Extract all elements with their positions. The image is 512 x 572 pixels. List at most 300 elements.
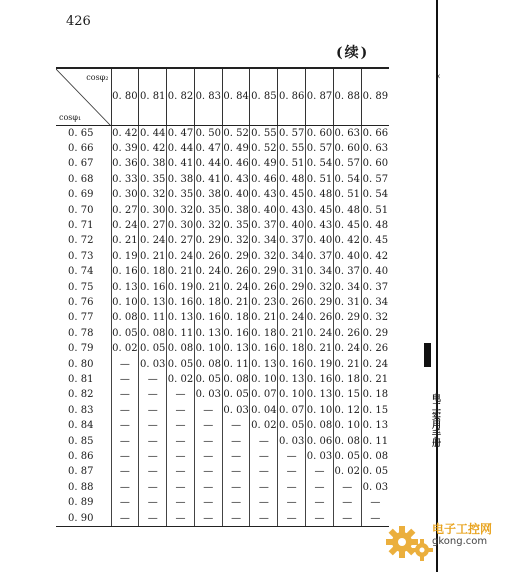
- table-cell: 0. 32: [250, 249, 278, 264]
- table-cell: 0. 49: [250, 156, 278, 171]
- table-row: [56, 449, 389, 464]
- table-cell: 0. 54: [333, 172, 361, 187]
- table-cell: —: [250, 480, 278, 495]
- table-cell: 0. 02: [111, 341, 139, 356]
- table-cell: —: [194, 403, 222, 418]
- table-cell: —: [222, 434, 250, 449]
- corner-label-cos-phi2: cosφ₂: [86, 73, 109, 82]
- table-cell: —: [139, 464, 167, 479]
- table-cell: 0. 16: [194, 310, 222, 325]
- table-cell: 0. 52: [222, 125, 250, 141]
- row-label: 0. 76: [68, 296, 94, 308]
- table-cell: 0. 42: [361, 249, 389, 264]
- table-cell: 0. 34: [306, 264, 334, 279]
- column-header: 0. 81: [139, 68, 167, 125]
- table-cell: 0. 34: [278, 249, 306, 264]
- table-cell: 0. 63: [333, 125, 361, 141]
- table-cell: 0. 43: [278, 203, 306, 218]
- table-cell: 0. 16: [111, 264, 139, 279]
- table-cell: 0. 15: [333, 387, 361, 402]
- table-corner-cell: [56, 68, 111, 125]
- table-cell: 0. 60: [361, 156, 389, 171]
- table-cell: —: [222, 511, 250, 526]
- table-cell: 0. 40: [306, 233, 334, 248]
- table-cell: 0. 08: [306, 418, 334, 433]
- power-factor-table: [56, 67, 389, 527]
- table-cell: 0. 57: [361, 172, 389, 187]
- table-cell: —: [306, 480, 334, 495]
- table-bottom-rule: [56, 526, 389, 527]
- row-label: 0. 85: [68, 435, 94, 447]
- table-row: [56, 203, 389, 218]
- table-row: [56, 233, 389, 248]
- table-cell: 0. 37: [278, 233, 306, 248]
- table-cell: —: [194, 480, 222, 495]
- table-cell: 0. 52: [250, 141, 278, 156]
- table-row: [56, 280, 389, 295]
- table-cell: 0. 19: [306, 357, 334, 372]
- table-cell: 0. 13: [278, 372, 306, 387]
- table-cell: 0. 18: [194, 295, 222, 310]
- table-cell: 0. 26: [278, 295, 306, 310]
- row-label: 0. 88: [68, 481, 94, 493]
- table-cell: —: [306, 511, 334, 526]
- table-cell: 0. 45: [306, 203, 334, 218]
- table-cell: 0. 35: [167, 187, 195, 202]
- table-cell: 0. 48: [278, 172, 306, 187]
- table-cell: 0. 21: [111, 233, 139, 248]
- table-cell: 0. 13: [167, 310, 195, 325]
- table-cell: 0. 45: [278, 187, 306, 202]
- margin-mark: ‹: [437, 72, 441, 82]
- column-header: 0. 84: [222, 68, 250, 125]
- table-cell: 0. 40: [361, 264, 389, 279]
- column-header: 0. 87: [306, 68, 334, 125]
- table-cell: —: [139, 495, 167, 510]
- table-cell: 0. 30: [139, 203, 167, 218]
- table-cell: 0. 10: [194, 341, 222, 356]
- table-cell: 0. 32: [306, 280, 334, 295]
- row-label: 0. 69: [68, 189, 94, 201]
- watermark-url: gkong.com: [432, 536, 488, 547]
- table-cell: 0. 16: [167, 295, 195, 310]
- table-cell: 0. 54: [361, 187, 389, 202]
- table-cell: 0. 31: [333, 295, 361, 310]
- column-header: 0. 80: [111, 68, 139, 125]
- table-row: [56, 372, 389, 387]
- row-label: 0. 80: [68, 358, 94, 370]
- table-cell: —: [278, 511, 306, 526]
- table-cell: —: [333, 480, 361, 495]
- table-row: [56, 418, 389, 433]
- table-cell: —: [167, 434, 195, 449]
- continued-label: (续): [336, 45, 370, 61]
- column-header: 0. 86: [278, 68, 306, 125]
- table-row: [56, 264, 389, 279]
- table-cell: 0. 03: [139, 357, 167, 372]
- table-cell: 0. 07: [250, 387, 278, 402]
- row-label: 0. 70: [68, 204, 94, 216]
- table-cell: 0. 16: [306, 372, 334, 387]
- table-cell: 0. 42: [111, 125, 139, 141]
- table-cell: 0. 10: [333, 418, 361, 433]
- table-cell: 0. 18: [222, 310, 250, 325]
- table-cell: —: [194, 449, 222, 464]
- table-cell: 0. 47: [194, 141, 222, 156]
- table-cell: 0. 24: [222, 280, 250, 295]
- table-cell: —: [278, 464, 306, 479]
- table-cell: 0. 60: [333, 141, 361, 156]
- table-cell: 0. 43: [306, 218, 334, 233]
- table-cell: 0. 18: [250, 326, 278, 341]
- table-cell: 0. 15: [361, 403, 389, 418]
- table-cell: —: [194, 434, 222, 449]
- table-cell: 0. 27: [111, 203, 139, 218]
- table-cell: —: [111, 480, 139, 495]
- table-cell: —: [139, 449, 167, 464]
- table-cell: 0. 08: [111, 310, 139, 325]
- table-cell: 0. 10: [306, 403, 334, 418]
- table-cell: 0. 19: [167, 280, 195, 295]
- table-cell: 0. 13: [139, 295, 167, 310]
- table-row: [56, 403, 389, 418]
- table-cell: 0. 24: [194, 264, 222, 279]
- table-cell: 0. 57: [278, 125, 306, 141]
- table-cell: 0. 46: [250, 172, 278, 187]
- table-cell: —: [306, 495, 334, 510]
- table-cell: —: [250, 495, 278, 510]
- table-cell: 0. 03: [306, 449, 334, 464]
- table-cell: —: [333, 495, 361, 510]
- table-cell: 0. 33: [111, 172, 139, 187]
- table-cell: 0. 26: [306, 310, 334, 325]
- table-cell: —: [111, 495, 139, 510]
- table-row: [56, 434, 389, 449]
- table-cell: —: [111, 464, 139, 479]
- table-cell: 0. 43: [250, 187, 278, 202]
- table-cell: 0. 37: [250, 218, 278, 233]
- table-cell: 0. 41: [167, 156, 195, 171]
- table-cell: 0. 05: [194, 372, 222, 387]
- table-row: [56, 249, 389, 264]
- table-cell: —: [111, 403, 139, 418]
- table-cell: 0. 08: [167, 341, 195, 356]
- column-header: 0. 82: [167, 68, 195, 125]
- table-cell: 0. 05: [167, 357, 195, 372]
- table-cell: 0. 60: [306, 125, 334, 141]
- table-cell: 0. 44: [139, 125, 167, 141]
- table-cell: 0. 51: [333, 187, 361, 202]
- table-cell: —: [167, 495, 195, 510]
- table-cell: 0. 29: [306, 295, 334, 310]
- table-cell: 0. 57: [333, 156, 361, 171]
- table-cell: —: [222, 480, 250, 495]
- table-row: [56, 141, 389, 156]
- table-cell: 0. 37: [361, 280, 389, 295]
- row-label: 0. 75: [68, 281, 94, 293]
- table-cell: 0. 38: [222, 203, 250, 218]
- table-cell: 0. 45: [361, 233, 389, 248]
- watermark-text: 电子工控网: [432, 522, 493, 536]
- table-cell: —: [139, 480, 167, 495]
- row-label: 0. 86: [68, 451, 94, 463]
- table-cell: 0. 18: [278, 341, 306, 356]
- table-row: [56, 480, 389, 495]
- table-cell: 0. 42: [139, 141, 167, 156]
- table-cell: 0. 31: [278, 264, 306, 279]
- table-cell: 0. 38: [167, 172, 195, 187]
- table-cell: 0. 05: [222, 387, 250, 402]
- table-row: [56, 295, 389, 310]
- table-cell: —: [278, 495, 306, 510]
- table-cell: 0. 24: [139, 233, 167, 248]
- table-cell: 0. 54: [306, 156, 334, 171]
- table-cell: 0. 16: [222, 326, 250, 341]
- column-header: 0. 83: [194, 68, 222, 125]
- table-row: [56, 187, 389, 202]
- table-cell: —: [139, 434, 167, 449]
- table-cell: 0. 35: [139, 172, 167, 187]
- table-cell: 0. 11: [139, 310, 167, 325]
- table-cell: —: [111, 449, 139, 464]
- table-cell: 0. 03: [361, 480, 389, 495]
- table-cell: 0. 05: [111, 326, 139, 341]
- table-cell: 0. 08: [222, 372, 250, 387]
- table-cell: 0. 21: [250, 310, 278, 325]
- row-label: 0. 74: [68, 266, 94, 278]
- table-cell: 0. 26: [361, 341, 389, 356]
- table-cell: —: [111, 357, 139, 372]
- table-cell: —: [222, 464, 250, 479]
- table-row: [56, 125, 389, 141]
- table-row: [56, 156, 389, 171]
- table-cell: 0. 10: [250, 372, 278, 387]
- table-cell: 0. 29: [194, 233, 222, 248]
- table-cell: 0. 42: [333, 233, 361, 248]
- table-row: [56, 464, 389, 479]
- table-cell: 0. 40: [250, 203, 278, 218]
- table-cell: —: [139, 511, 167, 526]
- table-cell: 0. 13: [306, 387, 334, 402]
- table-cell: 0. 29: [361, 326, 389, 341]
- table-cell: 0. 21: [278, 326, 306, 341]
- table-cell: 0. 13: [250, 357, 278, 372]
- table-cell: 0. 32: [139, 187, 167, 202]
- table-cell: 0. 18: [361, 387, 389, 402]
- table-row: [56, 511, 389, 526]
- table-cell: 0. 11: [222, 357, 250, 372]
- table-cell: 0. 27: [167, 233, 195, 248]
- column-header: 0. 89: [361, 68, 389, 125]
- table-cell: 0. 29: [333, 310, 361, 325]
- table-cell: —: [333, 511, 361, 526]
- table-body: [56, 125, 389, 526]
- table-cell: 0. 32: [361, 310, 389, 325]
- table-cell: 0. 21: [222, 295, 250, 310]
- table-cell: 0. 48: [306, 187, 334, 202]
- table-cell: 0. 36: [111, 156, 139, 171]
- table-cell: 0. 51: [361, 203, 389, 218]
- table-cell: —: [111, 418, 139, 433]
- table-cell: 0. 21: [139, 249, 167, 264]
- table-cell: 0. 07: [278, 403, 306, 418]
- table-cell: 0. 29: [250, 264, 278, 279]
- table-cell: 0. 18: [333, 372, 361, 387]
- table-cell: 0. 40: [222, 187, 250, 202]
- table-cell: 0. 04: [250, 403, 278, 418]
- table-cell: —: [139, 372, 167, 387]
- table-cell: —: [361, 495, 389, 510]
- table-cell: —: [222, 449, 250, 464]
- table-cell: 0. 39: [111, 141, 139, 156]
- table-cell: 0. 44: [194, 156, 222, 171]
- table-cell: 0. 18: [139, 264, 167, 279]
- table-cell: 0. 02: [250, 418, 278, 433]
- table-cell: —: [111, 434, 139, 449]
- table-cell: —: [139, 418, 167, 433]
- table-cell: 0. 29: [222, 249, 250, 264]
- table-cell: 0. 32: [194, 218, 222, 233]
- table-cell: —: [222, 495, 250, 510]
- table-cell: —: [111, 372, 139, 387]
- table-cell: 0. 48: [333, 203, 361, 218]
- table-header-row: [56, 68, 389, 125]
- table-cell: —: [222, 418, 250, 433]
- table-row: [56, 310, 389, 325]
- table-cell: —: [167, 464, 195, 479]
- table-cell: 0. 38: [194, 187, 222, 202]
- table-cell: —: [250, 434, 278, 449]
- table-cell: 0. 19: [111, 249, 139, 264]
- row-label: 0. 67: [68, 158, 94, 170]
- page-margin-line: [436, 0, 438, 572]
- table-cell: 0. 10: [278, 387, 306, 402]
- page-number: 426: [66, 14, 91, 29]
- table-cell: —: [306, 464, 334, 479]
- table-row: [56, 387, 389, 402]
- table-cell: 0. 40: [333, 249, 361, 264]
- table-cell: —: [194, 511, 222, 526]
- table-cell: 0. 63: [361, 141, 389, 156]
- table-cell: 0. 21: [333, 357, 361, 372]
- table-cell: 0. 55: [278, 141, 306, 156]
- table-cell: —: [250, 511, 278, 526]
- table-cell: —: [139, 387, 167, 402]
- table-cell: 0. 21: [306, 341, 334, 356]
- table-cell: 0. 16: [250, 341, 278, 356]
- table-cell: 0. 44: [167, 141, 195, 156]
- table-cell: 0. 24: [167, 249, 195, 264]
- table-cell: —: [111, 387, 139, 402]
- table-cell: 0. 02: [167, 372, 195, 387]
- table-cell: —: [278, 480, 306, 495]
- table-cell: 0. 24: [333, 341, 361, 356]
- row-label: 0. 81: [68, 374, 94, 385]
- table-cell: 0. 45: [333, 218, 361, 233]
- row-label: 0. 71: [68, 219, 94, 231]
- table-cell: 0. 30: [167, 218, 195, 233]
- table-cell: 0. 23: [250, 295, 278, 310]
- table-cell: 0. 46: [222, 156, 250, 171]
- row-label: 0. 66: [68, 142, 94, 154]
- table-row: [56, 341, 389, 356]
- corner-label-cos-phi1: cosφ₁: [59, 112, 82, 122]
- table-cell: —: [194, 495, 222, 510]
- section-marker-bar: [424, 343, 431, 367]
- row-label: 0. 72: [68, 235, 94, 247]
- table-cell: 0. 24: [278, 310, 306, 325]
- row-label: 0. 79: [68, 343, 94, 355]
- table-cell: 0. 13: [222, 341, 250, 356]
- table-cell: 0. 40: [278, 218, 306, 233]
- table-cell: 0. 51: [306, 172, 334, 187]
- table-cell: 0. 37: [306, 249, 334, 264]
- table-cell: 0. 34: [250, 233, 278, 248]
- table-row: [56, 357, 389, 372]
- row-label: 0. 77: [68, 312, 94, 324]
- table-cell: 0. 24: [111, 218, 139, 233]
- book-side-title: 电工实用手册: [430, 393, 440, 447]
- table-cell: —: [167, 403, 195, 418]
- table-cell: 0. 08: [361, 449, 389, 464]
- table-cell: 0. 16: [139, 280, 167, 295]
- table-cell: 0. 32: [222, 233, 250, 248]
- column-header: 0. 85: [250, 68, 278, 125]
- table-cell: 0. 34: [361, 295, 389, 310]
- table-row: [56, 218, 389, 233]
- table-cell: 0. 03: [278, 434, 306, 449]
- table-row: [56, 495, 389, 510]
- table-cell: 0. 21: [167, 264, 195, 279]
- table-cell: 0. 24: [361, 357, 389, 372]
- table-cell: 0. 05: [361, 464, 389, 479]
- table-cell: 0. 16: [278, 357, 306, 372]
- table-cell: —: [167, 480, 195, 495]
- row-label: 0. 82: [68, 389, 94, 401]
- table-cell: —: [361, 511, 389, 526]
- table-cell: —: [167, 511, 195, 526]
- table-cell: 0. 11: [361, 434, 389, 449]
- table-cell: 0. 06: [306, 434, 334, 449]
- table-cell: 0. 35: [194, 203, 222, 218]
- table-cell: —: [167, 418, 195, 433]
- table-cell: 0. 66: [361, 125, 389, 141]
- row-label: 0. 87: [68, 466, 94, 478]
- table-cell: 0. 26: [222, 264, 250, 279]
- table-cell: 0. 21: [361, 372, 389, 387]
- table-cell: —: [139, 403, 167, 418]
- table-cell: 0. 05: [333, 449, 361, 464]
- table-cell: 0. 37: [333, 264, 361, 279]
- table-cell: —: [278, 449, 306, 464]
- table-cell: 0. 55: [250, 125, 278, 141]
- table-row: [56, 326, 389, 341]
- table-cell: —: [167, 449, 195, 464]
- table-cell: 0. 12: [333, 403, 361, 418]
- table-cell: 0. 05: [139, 341, 167, 356]
- table-cell: 0. 26: [194, 249, 222, 264]
- table-cell: 0. 26: [333, 326, 361, 341]
- row-label: 0. 73: [68, 250, 94, 262]
- table-cell: 0. 13: [111, 280, 139, 295]
- table-cell: —: [111, 511, 139, 526]
- table-cell: 0. 43: [222, 172, 250, 187]
- table-cell: —: [250, 464, 278, 479]
- table-cell: 0. 24: [306, 326, 334, 341]
- table-cell: —: [167, 387, 195, 402]
- row-label: 0. 68: [68, 173, 94, 185]
- table-cell: 0. 10: [111, 295, 139, 310]
